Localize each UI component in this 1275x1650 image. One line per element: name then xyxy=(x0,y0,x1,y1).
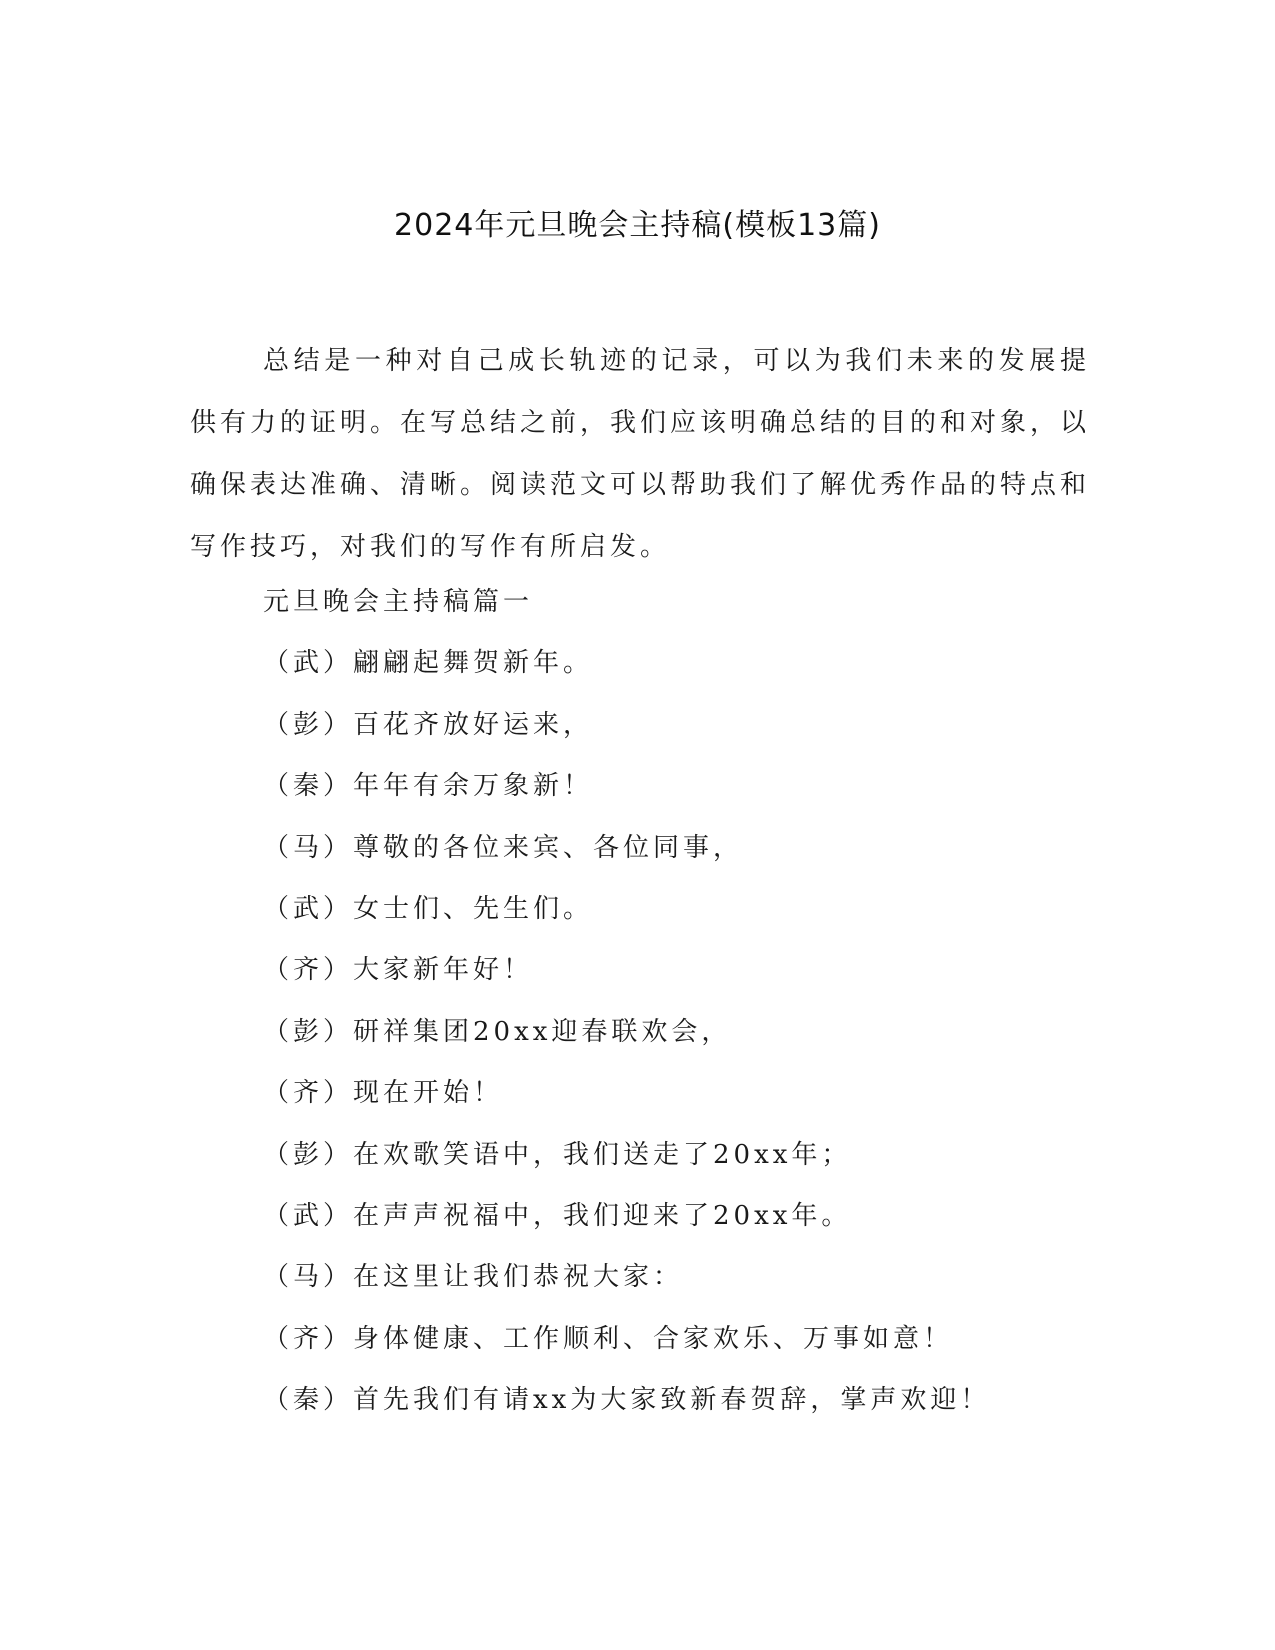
script-line: （齐）大家新年好！ xyxy=(263,955,534,986)
script-line: （彭）在欢歌笑语中，我们送走了20xx年； xyxy=(263,1139,852,1170)
script-line: （武）在声声祝福中，我们迎来了20xx年。 xyxy=(263,1200,852,1231)
script-line: （秦）年年有余万象新！ xyxy=(263,771,594,802)
script-line: （武）翩翩起舞贺新年。 xyxy=(263,648,594,679)
script-line: （秦）首先我们有请xx为大家致新春贺辞，掌声欢迎！ xyxy=(263,1385,991,1416)
script-line: （齐）身体健康、工作顺利、合家欢乐、万事如意！ xyxy=(263,1323,954,1354)
script-body xyxy=(263,572,1163,1431)
document-title: 2024年元旦晚会主持稿(模板13篇) xyxy=(394,208,881,243)
script-line: （马）在这里让我们恭祝大家： xyxy=(263,1262,684,1293)
section-heading: 元旦晚会主持稿篇一 xyxy=(263,587,534,617)
script-line: （彭）研祥集团20xx迎春联欢会， xyxy=(263,1016,732,1047)
script-line: （齐）现在开始！ xyxy=(263,1078,504,1109)
script-line: （武）女士们、先生们。 xyxy=(263,893,594,924)
script-line: （马）尊敬的各位来宾、各位同事， xyxy=(263,832,744,863)
intro-paragraph: 总结是一种对自己成长轨迹的记录，可以为我们未来的发展提供有力的证明。在写总结之前，我们应该明确总结的目的和对象，以确保表达准确、清晰。阅读范文可以帮助我们了解优秀作品的特点和写作技巧，对我们的写作有所启发。 xyxy=(190,346,1091,562)
script-line: （彭）百花齐放好运来， xyxy=(263,709,594,740)
